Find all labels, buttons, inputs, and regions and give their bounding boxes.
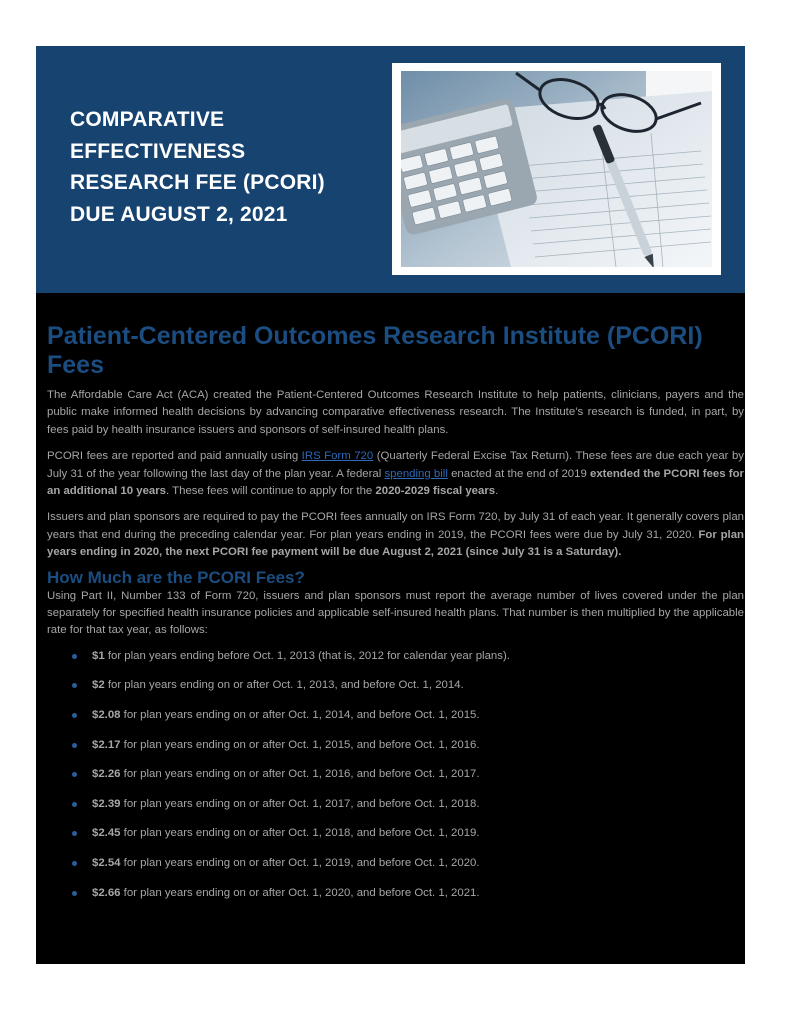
list-item [47, 737, 744, 767]
fee-period: for plan years ending on or after Oct. 1, 2016, and before Oct. 1, 2017. [120, 768, 480, 781]
list-item [47, 648, 744, 678]
list-item [47, 707, 744, 737]
text-span: (Quarterly Federal Excise Tax Return). These fees are due each year by July 31 of the year following the last day of the plan year. A federal [47, 450, 744, 480]
bullet-icon [72, 802, 77, 807]
irs-form-720-link[interactable]: IRS Form 720 [301, 450, 374, 463]
fee-period: for plan years ending on or after Oct. 1, 2018, and before Oct. 1, 2019. [120, 827, 480, 840]
header-banner [36, 46, 745, 293]
bullet-icon [72, 713, 77, 718]
spending-bill-link[interactable]: spending bill [384, 467, 448, 480]
banner-title-line: EFFECTIVENESS [70, 139, 246, 163]
fee-period: for plan years ending on or after Oct. 1, 2015, and before Oct. 1, 2016. [120, 738, 480, 751]
fee-amount: $1 [92, 649, 105, 662]
due-date-paragraph [47, 509, 744, 561]
page-title: Patient-Centered Outcomes Research Institute (PCORI) Fees [47, 322, 703, 379]
text-span: Issuers and plan sponsors are required to pay the PCORI fees annually on IRS Form 720, by July 31 of each year. It generally covers plan years that end during the preceding calendar year. For plan years ending in 2019, the PCORI fees were due by July 31, 2020. [47, 511, 744, 541]
calculation-paragraph: Using Part II, Number 133 of Form 720, issuers and plan sponsors must report the average number of lives covered under the plan separately for specified health insurance policies and applicable self-insured health plans. That number is then multiplied by the applicable rate for that tax year, as follows: [47, 589, 744, 637]
fee-amount: $2.54 [92, 857, 121, 870]
fee-amount: $2 [92, 679, 105, 692]
bold-text: For plan years ending in 2020, the next PCORI fee payment will be due August 2, 2021 (since July 31 is a Saturday). [47, 528, 744, 559]
bullet-icon [72, 772, 77, 777]
list-item [47, 885, 744, 915]
fee-amount: $2.17 [92, 738, 121, 751]
bullet-icon [72, 654, 77, 659]
photo-frame [392, 63, 721, 275]
reporting-paragraph [47, 448, 744, 500]
fee-amount: $2.45 [92, 827, 121, 840]
text-span: enacted at the end of 2019 [447, 467, 591, 480]
text-span: PCORI fees are reported and paid annually using [47, 450, 302, 463]
banner-title-line: COMPARATIVE [70, 108, 225, 131]
list-item [47, 766, 744, 796]
bold-text: 2020-2029 fiscal years [375, 485, 496, 498]
fee-period: for plan years ending on or after Oct. 1, 2013, and before Oct. 1, 2014. [104, 679, 464, 692]
bullet-icon [72, 683, 77, 688]
bullet-icon [72, 891, 77, 896]
list-item [47, 677, 744, 707]
fee-amount: $2.66 [92, 886, 121, 899]
bullet-icon [72, 831, 77, 836]
bullet-icon [72, 743, 77, 748]
fee-period: for plan years ending on or after Oct. 1, 2014, and before Oct. 1, 2015. [120, 709, 480, 722]
fee-amount: $2.39 [92, 797, 121, 810]
bullet-icon [72, 861, 77, 866]
fee-period: for plan years ending on or after Oct. 1, 2020, and before Oct. 1, 2021. [120, 886, 480, 899]
list-item [47, 825, 744, 855]
fee-rate-list [47, 648, 744, 914]
banner-title [70, 104, 400, 230]
intro-paragraph: The Affordable Care Act (ACA) created the Patient-Centered Outcomes Research Institute to help patients, clinicians, payers and the public make informed health decisions by advancing comparative effectiveness research. The Institute’s research is funded, in part, by fees paid by health insurance issuers and sponsors of self-insured health plans. [47, 389, 744, 436]
fee-period: for plan years ending before Oct. 1, 2013 (that is, 2012 for calendar year plans). [104, 649, 510, 662]
text-span: . [495, 485, 499, 498]
list-item [47, 855, 744, 885]
article-content [47, 322, 744, 914]
calculator-glasses-pen-photo [401, 71, 712, 267]
section-heading: How Much are the PCORI Fees? [47, 567, 305, 587]
document-page [36, 46, 745, 964]
text-span: . These fees will continue to apply for the [166, 485, 376, 498]
fee-period: for plan years ending on or after Oct. 1, 2017, and before Oct. 1, 2018. [120, 797, 480, 810]
bold-text: extended the PCORI fees for an additional 10 years [47, 467, 744, 498]
banner-title-line: RESEARCH FEE (PCORI) [70, 171, 325, 194]
banner-title-line: DUE AUGUST 2, 2021 [70, 202, 288, 226]
fee-amount: $2.08 [92, 709, 121, 722]
fee-period: for plan years ending on or after Oct. 1, 2019, and before Oct. 1, 2020. [120, 857, 480, 870]
list-item [47, 796, 744, 826]
fee-amount: $2.26 [92, 768, 121, 781]
